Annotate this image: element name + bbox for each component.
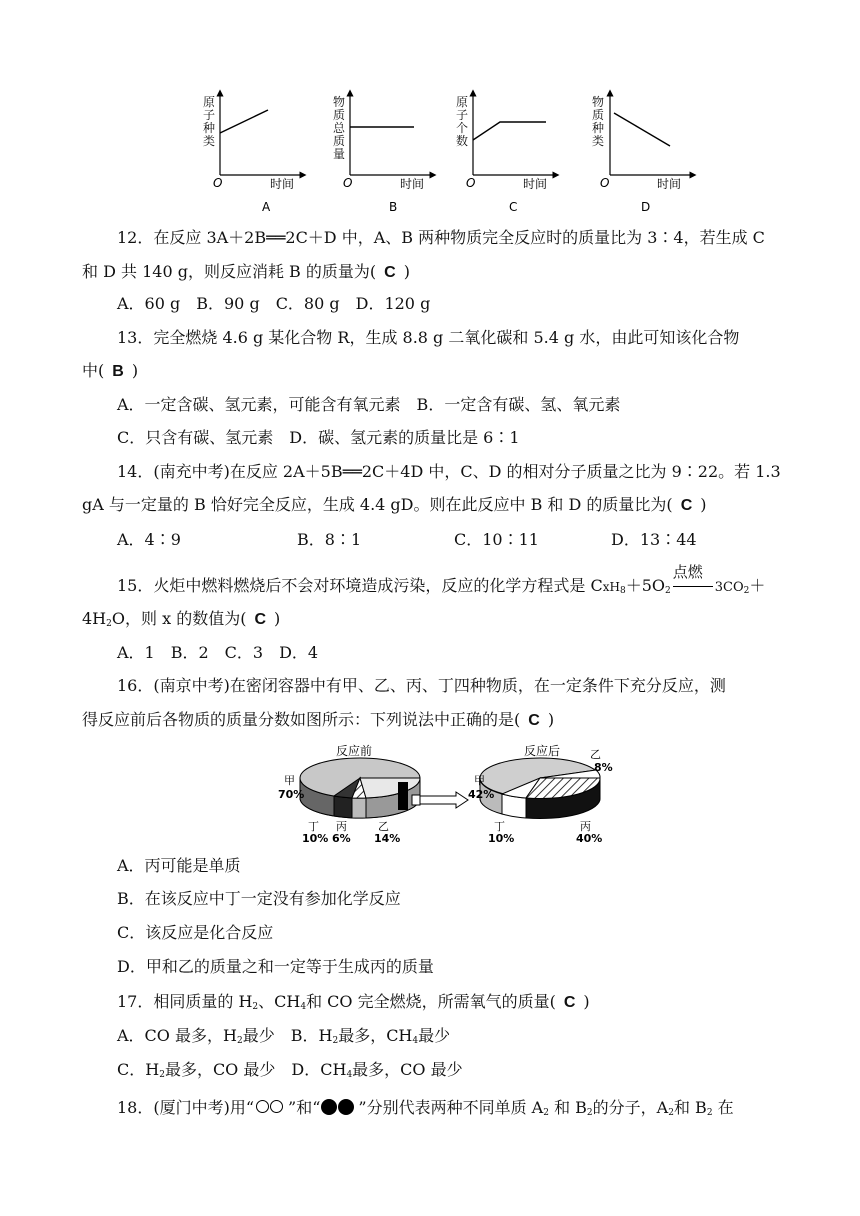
q14-option-d: D．13∶44 — [611, 530, 697, 549]
hollow-molecule-icon — [254, 1100, 288, 1114]
q16-close: ) — [547, 710, 555, 729]
graph-a-xlabel: 时间 — [270, 177, 295, 191]
pie-before-ding-pct: 10% — [302, 832, 329, 845]
q17-option-c: C．H — [117, 1060, 160, 1079]
solid-molecule-icon — [320, 1099, 358, 1115]
q14-text-1: 14．(南充中考)在反应 2A＋5B══2C＋4D 中，C、D 的相对分子质量之比为 9∶22。若 1.3 — [117, 462, 781, 481]
q17-option-d: D．CH — [291, 1060, 347, 1079]
q16-text-2 — [82, 710, 554, 731]
q18-stem-b: ”和“ — [288, 1098, 321, 1117]
graph-d-xlabel: 时间 — [657, 177, 682, 191]
pie-after-ding-pct: 10% — [488, 832, 515, 845]
pie-after-yi-pct: 8% — [594, 761, 613, 774]
pie-before-bing-name: 丙 — [336, 820, 347, 833]
q13-answer: B — [112, 363, 124, 380]
graph-c-letter: C — [509, 200, 518, 214]
q17-stem-a: 17．相同质量的 H — [117, 992, 253, 1011]
q17-stem-c: 和 CO 完全燃烧，所需氧气的质量( — [306, 992, 556, 1011]
pie-after-jia-pct: 42% — [468, 788, 495, 801]
q15-answer: C — [254, 611, 266, 628]
q12-answer: C — [384, 264, 396, 281]
pie-after-bing-pct: 40% — [576, 832, 603, 845]
graph-b-ylabel: 物 质 总 质 量 — [333, 95, 346, 161]
q17-close: ) — [583, 992, 590, 1011]
graph-a-ylabel: 原 子 种 类 — [203, 95, 216, 148]
q12-text-2 — [82, 262, 410, 283]
q16-stem: 得反应前后各物质的质量分数如图所示：下列说法中正确的是( — [82, 710, 521, 729]
q15-options: A．1 B．2 C．3 D．4 — [117, 643, 319, 662]
pie-before-title: 反应前 — [336, 744, 373, 758]
q17-stem-b: 、CH — [258, 992, 301, 1011]
graph-b — [343, 93, 433, 214]
q15-close: ) — [274, 609, 281, 628]
q17-options-1: A．CO 最多，$H_2$最少 B．$H_2$最多，$CH_4$最少 — [117, 1026, 451, 1046]
q14-stem: gA 与一定量的 B 恰好完全反应，生成 4.4 gD。则在此反应中 B 和 D 的质量比为( — [82, 495, 673, 514]
pie-figure — [270, 740, 620, 845]
pie-before-bing-pct: 6% — [332, 832, 351, 845]
q17-text: 17．相同质量的 $H_2$、$CH_4$和 CO 完全燃烧，所需氧气的质量( C ) — [117, 992, 590, 1012]
q13-close: ) — [131, 361, 139, 380]
q15-stem-2a: 4H — [82, 609, 107, 628]
pie-before-yi-pct: 14% — [374, 832, 401, 845]
q16-answer: C — [528, 712, 540, 729]
q17-option-a: A．CO 最多，H — [117, 1026, 237, 1045]
q14-option-b: B．8∶1 — [297, 530, 362, 549]
q16-option-a: A．丙可能是单质 — [117, 856, 241, 875]
q16-option-c: C．该反应是化合反应 — [117, 923, 274, 942]
q16-text-1: 16．(南京中考)在密闭容器中有甲、乙、丙、丁四种物质，在一定条件下充分反应，测 — [117, 676, 726, 695]
q15-stem-2b: O，则 x 的数值为( — [111, 609, 247, 628]
q17-answer: C — [563, 994, 576, 1011]
graphs-figure — [0, 0, 860, 220]
pie-before-side-bing — [352, 798, 366, 818]
q13-options-2: C．只含有碳、氢元素 D．碳、氢元素的质量比是 6∶1 — [117, 428, 520, 447]
graph-c-ylabel: 原 子 个 数 — [456, 95, 469, 148]
q18-stem-c: ”分别代表两种不同单质 A — [358, 1098, 544, 1117]
graph-c-xlabel: 时间 — [523, 177, 548, 191]
pie-after-bing-name: 丙 — [580, 820, 591, 833]
graph-d — [600, 93, 693, 214]
graph-c — [466, 93, 556, 214]
q17-option-b: B．H — [290, 1026, 333, 1045]
graph-b-letter: B — [389, 200, 398, 214]
pie-after-ding-name: 丁 — [494, 820, 505, 833]
graph-d-line — [614, 113, 670, 146]
q15-condition: 点燃 — [672, 563, 703, 581]
q13-text-1: 13．完全燃烧 4.6 g 某化合物 R，生成 8.8 g 二氧化碳和 5.4 g 水，由此可知该化合物 — [117, 328, 740, 347]
pie-before-jia-pct: 70% — [278, 788, 305, 801]
pie-after — [468, 743, 613, 845]
pie-before-yi-name: 乙 — [378, 820, 389, 833]
q16-option-d: D．甲和乙的质量之和一定等于生成丙的质量 — [117, 957, 434, 976]
q13-options-1: A．一定含碳、氢元素，可能含有氧元素 B．一定含有碳、氢、氧元素 — [117, 395, 621, 414]
q15-text-1: 15．火炬中燃料燃烧后不会对环境造成污染，反应的化学方程式是 $CxH_8+5O_2$ 点燃 $3CO_2+$ — [117, 563, 766, 596]
graph-a-origin: O — [213, 176, 223, 190]
q15-arrow — [671, 563, 715, 596]
graph-b-origin: O — [343, 176, 353, 190]
q14-text-2 — [82, 495, 707, 516]
pie-after-jia-name: 甲 — [474, 774, 485, 787]
pie-before — [278, 743, 420, 845]
pie-after-yi-name: 乙 — [590, 748, 601, 761]
q15-stem: 15．火炬中燃料燃烧后不会对环境造成污染，反应的化学方程式是 C — [117, 576, 603, 595]
q18-stem-a: 18．(厦门中考)用“ — [117, 1098, 255, 1117]
q14-option-a: A．4∶9 — [117, 530, 181, 549]
graph-b-xlabel: 时间 — [400, 177, 425, 191]
q18-text: 18．(厦门中考)用“ ”和“ ”分别代表两种不同单质 $A_2$ 和 $B_2$的分子，$A_2$和 $B_2$ 在 — [117, 1098, 734, 1118]
q14-close: ) — [700, 495, 707, 514]
pie-before-side-ding — [334, 796, 352, 818]
graph-d-ylabel: 物 质 种 类 — [592, 95, 605, 148]
pie-before-ding-name: 丁 — [308, 820, 319, 833]
q14-answer: C — [680, 497, 693, 514]
q12-text-1: 12．在反应 3A＋2B══2C＋D 中，A、B 两种物质完全反应时的质量比为 3∶4，若生成 C — [117, 228, 765, 247]
q13-stem: 中( — [82, 361, 105, 380]
graph-d-origin: O — [600, 176, 610, 190]
graph-a — [213, 93, 303, 214]
graph-c-line — [473, 122, 546, 140]
q16-option-b: B．在该反应中丁一定没有参加化学反应 — [117, 889, 401, 908]
pie-before-jia-name: 甲 — [284, 774, 295, 787]
pie-after-title: 反应后 — [524, 744, 561, 758]
q15-text-2: $4H_2O$，则 x 的数值为( C ) — [82, 609, 281, 629]
q14-option-c: C．10∶11 — [454, 530, 539, 549]
graph-d-letter: D — [641, 200, 651, 214]
graph-a-line — [220, 110, 268, 133]
q12-stem: 和 D 共 140 g，则反应消耗 B 的质量为( — [82, 262, 377, 281]
q12-close: ) — [403, 262, 410, 281]
q13-text-2 — [82, 361, 138, 382]
graph-c-origin: O — [466, 176, 476, 190]
graph-a-letter: A — [262, 200, 271, 214]
q12-options: A．60 g B．90 g C．80 g D．120 g — [117, 294, 431, 313]
q17-options-2: C．$H_2$最多，CO 最少 D．$CH_4$最多，CO 最少 — [117, 1060, 463, 1080]
